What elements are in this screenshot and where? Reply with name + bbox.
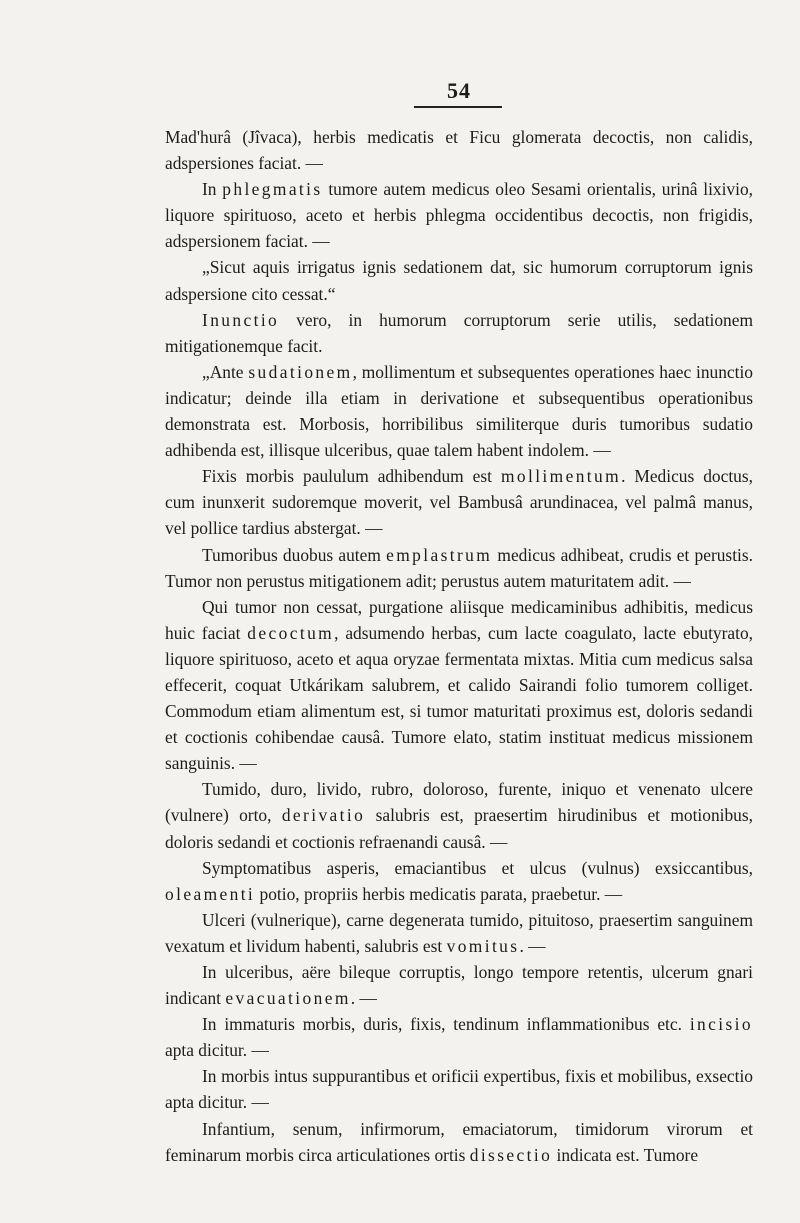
text-run: Tumido, duro, livido, rubro, doloroso, furente, iniquo et venenato ulcere (vulnere) orto, <box>165 779 753 826</box>
text-run: In morbis intus suppurantibus et orificii expertibus, fixis et mobilibus, exsectio apta dicitur. — <box>165 1066 753 1113</box>
spaced-term: evacuationem <box>225 988 351 1009</box>
text-run: salubris est, praesertim hirudinibus et motionibus, doloris sedandi et coctionis refraenandi causâ. — <box>165 805 753 852</box>
text-run: Ulceri (vulnerique), carne degenerata tumido, pituitoso, praesertim sanguinem vexatum et lividum habenti, salubris est <box>165 909 753 956</box>
page-number: 54 <box>447 78 471 103</box>
spaced-term: dissectio <box>469 1144 553 1165</box>
paragraph <box>165 463 753 541</box>
paragraph <box>165 855 753 907</box>
text-block <box>165 124 753 1168</box>
text-run: Fixis morbis paululum adhibendum est <box>202 466 501 487</box>
paragraph <box>165 124 753 176</box>
paragraph <box>165 907 753 959</box>
text-run: . — <box>519 935 546 956</box>
spaced-term: incisio <box>689 1014 753 1035</box>
paragraph <box>165 307 753 359</box>
spaced-term: oleamenti <box>165 883 256 904</box>
paragraph <box>165 776 753 854</box>
text-run: indicata est. Tumore <box>552 1144 699 1165</box>
paragraph <box>165 1063 753 1115</box>
spaced-term: sudationem <box>248 361 353 382</box>
text-run: , adsumendo herbas, cum lacte coagulato, lacte ebutyrato, liquore spirituoso, aceto et aqua oryzae fermentata mixtas. Mitia cum medicus salsa effecerit, coquat Utkárikam salubrem, et calido Sairandi folio tumorem colliget. Commodum etiam alimentum est, si tumor maturitati proximus est, doloris sedandi et coctionis cohibendae causâ. Tumore elato, statim instituat medicus missionem sanguinis. — <box>165 622 754 774</box>
text-run: Infantium, senum, infirmorum, emaciatorum, timidorum virorum et feminarum morbis circa articulationes ortis <box>165 1118 753 1165</box>
text-run: . — <box>350 988 377 1009</box>
text-run: . Medicus doctus, cum inunxerit sudoremque moverit, vel Bambusâ arundinacea, vel palmâ manus, vel pollice tardius abstergat. — <box>165 466 753 539</box>
paragraph <box>165 254 753 306</box>
text-run: apta dicitur. — <box>165 1040 269 1061</box>
text-run: Symptomatibus asperis, emaciantibus et ulcus (vulnus) exsiccantibus, <box>202 857 753 878</box>
text-run: medicus adhibeat, crudis et perustis. Tumor non perustus mitigationem adit; perustus autem maturitatem adit. — <box>165 544 753 591</box>
text-run: , mollimentum et subsequentes operationes haec inunctio indicatur; deinde illa etiam in derivatione et subsequentibus operationibus demonstrata est. Morbosis, horribilibus similiterque duris tumoribus sudatio adhibenda est, illisque ulceribus, quae talem habent indolem. — <box>165 361 753 461</box>
text-run: Qui tumor non cessat, purgatione aliisque medicaminibus adhibitis, medicus huic faciat <box>165 596 753 643</box>
spaced-term: decoctum <box>247 622 335 643</box>
text-run: tumore autem medicus oleo Sesami orientalis, urinâ lixivio, liquore spirituoso, aceto et herbis phlegma occidentibus decoctis, non frigidis, adspersionem faciat. — <box>165 179 754 252</box>
paragraph <box>165 1116 753 1168</box>
spaced-term: derivatio <box>281 805 366 826</box>
spaced-term: mollimentum <box>500 466 622 487</box>
paragraph <box>165 594 753 777</box>
spaced-term: phlegmatis <box>222 179 323 200</box>
spaced-term: vomitus <box>446 935 520 956</box>
text-run: In ulceribus, aëre bileque corruptis, longo tempore retentis, ulcerum gnari indicant <box>165 962 753 1009</box>
text-run: Mad'hurâ (Jîvaca), herbis medicatis et Ficu glomerata decoctis, non calidis, adspersiones faciat. — <box>165 127 753 174</box>
text-run: „Ante <box>202 361 249 382</box>
paragraph <box>165 359 753 463</box>
spaced-term: emplastrum <box>386 544 493 565</box>
paragraph <box>165 1011 753 1063</box>
text-run: vero, in humorum corruptorum serie utilis, sedationem mitigationemque facit. <box>165 309 753 356</box>
text-run: potio, propriis herbis medicatis parata, praebetur. — <box>255 883 623 904</box>
paragraph <box>165 176 753 254</box>
paragraph <box>165 542 753 594</box>
paragraph <box>165 959 753 1011</box>
spaced-term: Inunctio <box>202 309 280 330</box>
page-number-rule <box>414 106 502 108</box>
text-run: „Sicut aquis irrigatus ignis sedationem dat, sic humorum corruptorum ignis adspersione cito cessat.“ <box>165 257 753 304</box>
text-run: In immaturis morbis, duris, fixis, tendinum inflammationibus etc. <box>202 1014 690 1035</box>
text-run: Tumoribus duobus autem <box>202 544 387 565</box>
text-run: In <box>202 179 223 200</box>
